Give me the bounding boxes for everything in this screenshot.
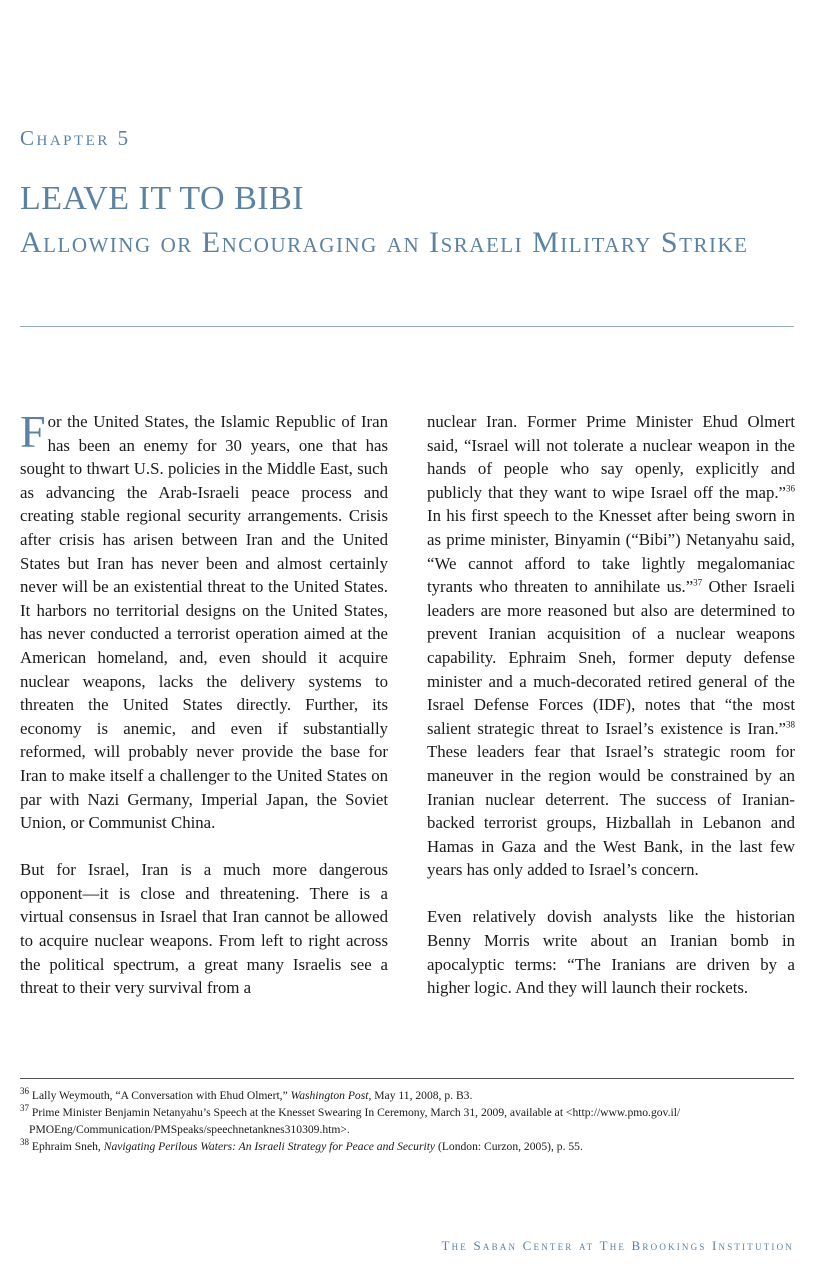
paragraph xyxy=(427,905,795,999)
footnote-ref-38: 38 xyxy=(786,719,795,730)
footnote-text: Ephraim Sneh, xyxy=(31,1140,104,1153)
footnote-source-title: Washington Post xyxy=(290,1089,369,1102)
footnote-38 xyxy=(20,1138,794,1155)
body-column-left xyxy=(20,406,388,1023)
header-divider xyxy=(20,326,794,327)
drop-cap: F xyxy=(20,406,46,457)
paragraph-text: These leaders fear that Israel’s strategic room for maneuver in the region would be constrained by an Iranian nuclear deterrent. The success of Iranian-backed terrorist groups, Hizballah in Lebanon and Hamas in Gaza and the West Bank, in the last few years has only added to Israel’s concern. xyxy=(427,742,795,880)
footnote-text: Prime Minister Benjamin Netanyahu’s Speech at the Knesset Swearing In Ceremony, March 31, 2009, available at <http://www.pmo.gov.il/ xyxy=(31,1106,681,1119)
footnote-number: 38 xyxy=(20,1137,29,1148)
footnote-ref-37: 37 xyxy=(693,577,703,588)
paragraph-text: or the United States, the Islamic Republic of Iran has been an enemy for 30 years, one that has sought to thwart U.S. policies in the Middle East, such as advancing the Arab-Israeli peace process and creating stable regional security arrangements. Crisis after crisis has arisen between Iran and the United States but Iran has never been and almost certainly never will be an existential threat to the United States. It harbors no territorial designs on the United States, has never conducted a terrorist operation aimed at the American homeland, and, even should it acquire nuclear weapons, lacks the delivery systems to threaten the United States directly. Further, its economy is anemic, and even if substantially reformed, will probably never provide the base for Iran to make itself a challenger to the United States on par with Nazi Germany, Imperial Japan, the Soviet Union, or Communist China. xyxy=(20,412,388,833)
footnote-37 xyxy=(20,1104,794,1138)
paragraph-text: Even relatively dovish analysts like the historian Benny Morris write about an Iranian bomb in apocalyptic terms: “The Iranians are driven by a higher logic. And they will launch their rockets. xyxy=(427,907,795,998)
paragraph-text: But for Israel, Iran is a much more dangerous opponent—it is close and threatening. There is a virtual consensus in Israel that Iran cannot be allowed to acquire nuclear weapons. From left to right across the political spectrum, a great many Israelis see a threat to their very survival from a xyxy=(20,860,388,998)
footnote-divider xyxy=(20,1078,794,1079)
paragraph-text: Other Israeli leaders are more reasoned but also are determined to prevent Iranian acquisition of a nuclear weapons capability. Ephraim Sneh, former deputy defense minister and a much-decorated retired general of the Israel Defense Forces (IDF), notes that “the most salient strategic threat to Israel’s existence is Iran.” xyxy=(427,577,795,738)
footnotes xyxy=(20,1087,794,1155)
chapter-title: LEAVE IT TO BIBI xyxy=(20,180,305,217)
footnote-number: 37 xyxy=(20,1103,29,1114)
footnote-text: Lally Weymouth, “A Conversation with Ehud Olmert,” xyxy=(31,1089,291,1102)
footnote-ref-36: 36 xyxy=(786,483,795,494)
footnote-text: (London: Curzon, 2005), p. 55. xyxy=(435,1140,583,1153)
footnote-36 xyxy=(20,1087,794,1104)
chapter-label: Chapter 5 xyxy=(20,126,131,150)
footnote-source-title: Navigating Perilous Waters: An Israeli Strategy for Peace and Security xyxy=(103,1140,436,1153)
paragraph-text: nuclear Iran. Former Prime Minister Ehud Olmert said, “Israel will not tolerate a nuclear weapon in the hands of people who say openly, explicitly and publicly that they want to wipe Israel off the map.” xyxy=(427,412,795,502)
paragraph xyxy=(20,858,388,1000)
footnote-url: PMOEng/Communication/PMSpeaks/speechnetanknes310309.htm>. xyxy=(29,1123,350,1136)
body-column-right xyxy=(427,410,795,1023)
footnote-text: , May 11, 2008, p. B3. xyxy=(368,1089,473,1102)
running-footer: The Saban Center at The Brookings Institution xyxy=(441,1238,794,1253)
paragraph xyxy=(20,406,388,835)
paragraph-text: In his first speech to the Knesset after being sworn in as prime minister, Binyamin (“Bibi”) Netanyahu said, “We cannot afford to take lightly megalomaniac tyrants who threaten to annihilate us.” xyxy=(427,506,795,597)
footnote-number: 36 xyxy=(20,1086,29,1097)
paragraph xyxy=(427,410,795,882)
chapter-subtitle: Allowing or Encouraging an Israeli Military Strike xyxy=(20,226,749,259)
